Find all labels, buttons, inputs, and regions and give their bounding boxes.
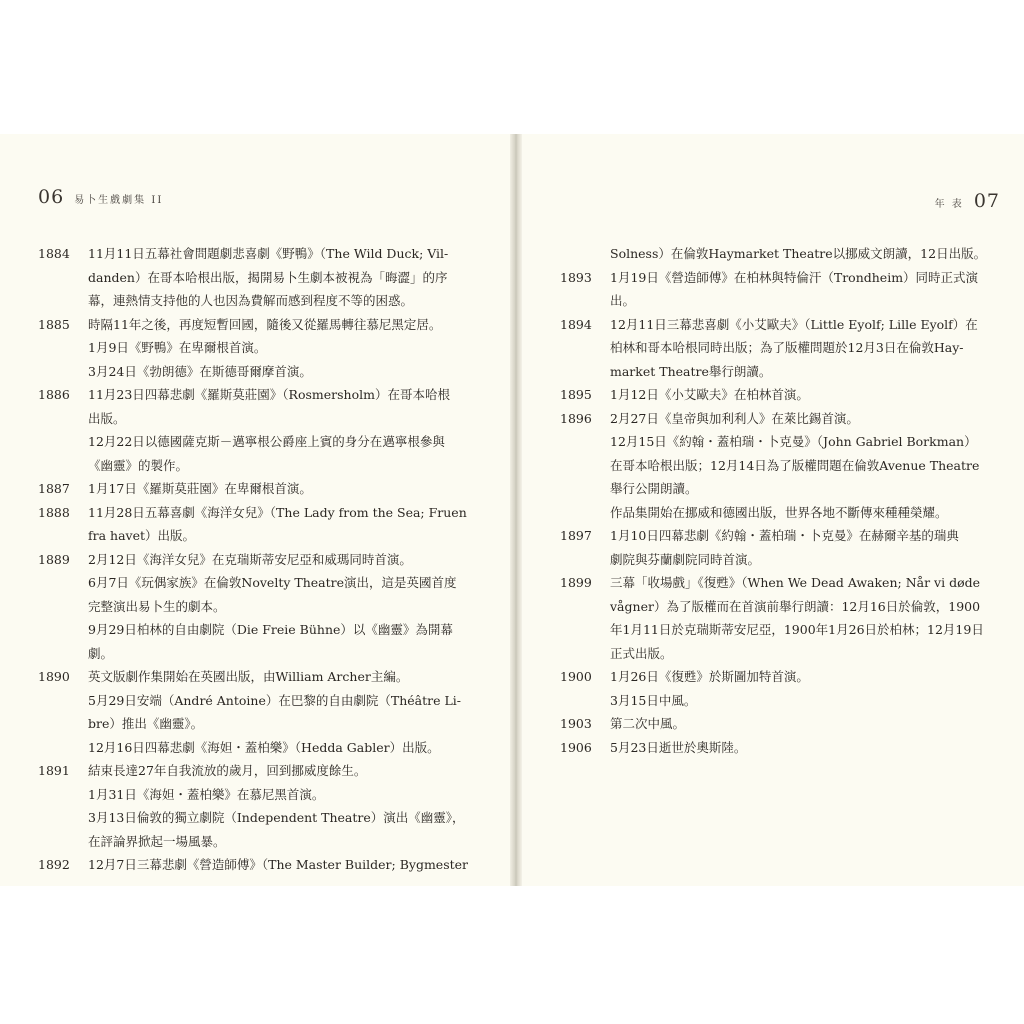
- entry-line: 結束長達27年自我流放的歲月，回到挪威度餘生。: [88, 763, 367, 778]
- entry-line: 劇。: [88, 645, 114, 661]
- entry-line: Solness）在倫敦Haymarket Theatre以挪威文朗讀，12日出版。: [610, 246, 987, 261]
- entry-year: 1889: [38, 551, 70, 567]
- entry-text: [88, 242, 476, 313]
- entry-year: 1900: [560, 669, 592, 684]
- chronology-entry: [38, 759, 476, 853]
- entry-line: 年1月11日於克瑞斯蒂安尼亞，1900年1月26日於柏林；12月19日: [610, 622, 984, 637]
- entry-text: [88, 383, 476, 477]
- entry-line: 出。: [610, 293, 636, 308]
- entry-year: 1906: [560, 739, 592, 755]
- right-page-number: 07: [973, 190, 1000, 212]
- entry-text: [610, 712, 992, 736]
- chronology-entry: [560, 524, 992, 571]
- entry-line: 作品集開始在挪威和德國出版，世界各地不斷傳來種種榮耀。: [610, 504, 948, 520]
- chronology-entry: [560, 313, 992, 384]
- entry-text: [88, 853, 476, 877]
- entry-text: [610, 736, 992, 760]
- entry-line: 12月7日三幕悲劇《營造師傅》（The Master Builder; Bygmester: [88, 857, 469, 872]
- entry-line: 在哥本哈根出版；12月14日為了版權問題在倫敦Avenue Theatre: [610, 457, 980, 473]
- entry-line: 3月24日《勃朗德》在斯德哥爾摩首演。: [88, 363, 312, 379]
- entry-text: [88, 313, 476, 384]
- entry-text: [88, 477, 476, 501]
- entry-line: 三幕「收場戲」《復甦》（When We Dead Awaken; Når vi døde: [610, 575, 980, 590]
- entry-year: 1897: [560, 528, 592, 543]
- entry-line: 5月29日安端（André Antoine）在巴黎的自由劇院（Théâtre Li-: [88, 692, 461, 708]
- entry-line: 正式出版。: [610, 645, 673, 661]
- entry-line: 12月15日《約翰・蓋柏瑞・卜克曼》（John Gabriel Borkman）: [610, 434, 977, 449]
- entry-text: [610, 242, 992, 266]
- entry-line: 11月11日五幕社會問題劇悲喜劇《野鴨》（The Wild Duck; Vil-: [88, 246, 449, 261]
- entry-line: 12月11日三幕悲喜劇《小艾歐夫》（Little Eyolf; Lille Eyolf）在: [610, 316, 978, 332]
- entry-line: 12月22日以德國薩克斯－邁寧根公爵座上賓的身分在邁寧根參與: [88, 434, 445, 449]
- chronology-entry: [38, 383, 476, 477]
- entry-line: 1月19日《營造師傅》在柏林與特倫汗（Trondheim）同時正式演: [610, 269, 979, 285]
- entry-text: [610, 665, 992, 712]
- chronology-entry: [38, 548, 476, 666]
- right-running-title: 年 表: [934, 199, 964, 210]
- entry-text: [610, 266, 992, 313]
- entry-line: 第二次中風。: [610, 716, 686, 731]
- entry-year: 1890: [38, 669, 70, 684]
- entry-year: 1895: [560, 387, 592, 402]
- chronology-entry: [38, 242, 476, 313]
- entry-line: 幕，連熱情支持他的人也因為費解而感到程度不等的困惑。: [88, 293, 414, 308]
- right-page-header: [935, 190, 1000, 212]
- left-running-title: 易卜生戲劇集 II: [74, 195, 164, 206]
- entry-line: 2月12日《海洋女兒》在克瑞斯蒂安尼亞和威瑪同時首演。: [88, 551, 412, 567]
- entry-year: 1899: [560, 575, 592, 590]
- entry-line: 在評論界掀起一場風暴。: [88, 833, 226, 849]
- entry-text: [610, 571, 992, 665]
- entry-line: 11月23日四幕悲劇《羅斯莫莊園》（Rosmersholm）在哥本哈根: [88, 387, 450, 402]
- entry-line: 12月16日四幕悲劇《海妲・蓋柏樂》（Hedda Gabler）出版。: [88, 739, 440, 755]
- entry-line: 1月17日《羅斯莫莊園》在卑爾根首演。: [88, 481, 312, 496]
- chronology-entry: [38, 665, 476, 759]
- entry-line: 《幽靈》的製作。: [88, 457, 189, 473]
- book-gutter: [510, 134, 522, 886]
- entry-year: 1896: [560, 410, 592, 426]
- entry-line: fra havet）出版。: [88, 528, 196, 543]
- entry-line: vågner）為了版權而在首演前舉行朗讀：12月16日於倫敦，1900: [610, 598, 981, 614]
- entry-year: 1892: [38, 857, 70, 872]
- entry-year: 1894: [560, 316, 592, 332]
- chronology-entry: [560, 665, 992, 712]
- entry-line: danden）在哥本哈根出版，揭開易卜生劇本被視為「晦澀」的序: [88, 269, 448, 285]
- chronology-entry: [560, 242, 992, 266]
- entry-line: 柏林和哥本哈根同時出版；為了版權問題於12月3日在倫敦Hay-: [610, 340, 964, 355]
- right-chronology: [560, 242, 992, 759]
- chronology-entry: [38, 477, 476, 501]
- entry-text: [610, 524, 992, 571]
- left-page-header: [38, 186, 163, 208]
- chronology-entry: [560, 712, 992, 736]
- entry-line: 1月31日《海妲・蓋柏樂》在慕尼黑首演。: [88, 786, 325, 802]
- entry-line: 3月15日中風。: [610, 692, 697, 708]
- entry-line: 11月28日五幕喜劇《海洋女兒》（The Lady from the Sea; Fruen: [88, 504, 467, 520]
- entry-line: 9月29日柏林的自由劇院（Die Freie Bühne）以《幽靈》為開幕: [88, 622, 453, 637]
- entry-text: [88, 759, 476, 853]
- left-chronology: [38, 242, 476, 877]
- entry-text: [88, 501, 476, 548]
- entry-year: 1885: [38, 316, 70, 332]
- entry-text: [610, 407, 992, 525]
- entry-year: [560, 242, 610, 266]
- entry-year: 1893: [560, 269, 592, 285]
- entry-line: 舉行公開朗讀。: [610, 481, 698, 496]
- entry-line: 出版。: [88, 410, 126, 426]
- entry-year: 1887: [38, 481, 70, 496]
- entry-line: 完整演出易卜生的劇本。: [88, 598, 226, 614]
- chronology-entry: [560, 407, 992, 525]
- chronology-entry: [560, 266, 992, 313]
- chronology-entry: [560, 736, 992, 760]
- entry-text: [88, 548, 476, 666]
- entry-line: 3月13日倫敦的獨立劇院（Independent Theatre）演出《幽靈》，: [88, 810, 465, 825]
- chronology-entry: [560, 571, 992, 665]
- entry-line: 6月7日《玩偶家族》在倫敦Novelty Theatre演出，這是英國首度: [88, 575, 457, 590]
- entry-year: 1886: [38, 387, 70, 402]
- entry-line: 1月26日《復甦》於斯圖加特首演。: [610, 669, 809, 684]
- entry-text: [610, 313, 992, 384]
- entry-line: 1月9日《野鴨》在卑爾根首演。: [88, 340, 267, 355]
- entry-line: 2月27日《皇帝與加利利人》在萊比錫首演。: [610, 410, 859, 426]
- entry-line: market Theatre舉行朗讀。: [610, 363, 772, 379]
- entry-year: 1891: [38, 763, 70, 778]
- entry-year: 1888: [38, 504, 70, 520]
- chronology-entry: [38, 313, 476, 384]
- entry-year: 1903: [560, 716, 592, 731]
- entry-line: 英文版劇作集開始在英國出版，由William Archer主編。: [88, 669, 409, 684]
- entry-line: 1月12日《小艾歐夫》在柏林首演。: [610, 387, 809, 402]
- entry-line: 劇院與芬蘭劇院同時首演。: [610, 551, 761, 567]
- chronology-entry: [38, 853, 476, 877]
- entry-line: 5月23日逝世於奧斯陸。: [610, 739, 747, 755]
- entry-line: bre）推出《幽靈》。: [88, 716, 204, 731]
- entry-year: 1884: [38, 246, 70, 261]
- entry-line: 1月10日四幕悲劇《約翰・蓋柏瑞・卜克曼》在赫爾辛基的瑞典: [610, 528, 959, 543]
- entry-text: [610, 383, 992, 407]
- left-page-number: 06: [38, 186, 65, 208]
- chronology-entry: [38, 501, 476, 548]
- entry-line: 時隔11年之後，再度短暫回國，隨後又從羅馬轉往慕尼黑定居。: [88, 316, 442, 332]
- entry-text: [88, 665, 476, 759]
- chronology-entry: [560, 383, 992, 407]
